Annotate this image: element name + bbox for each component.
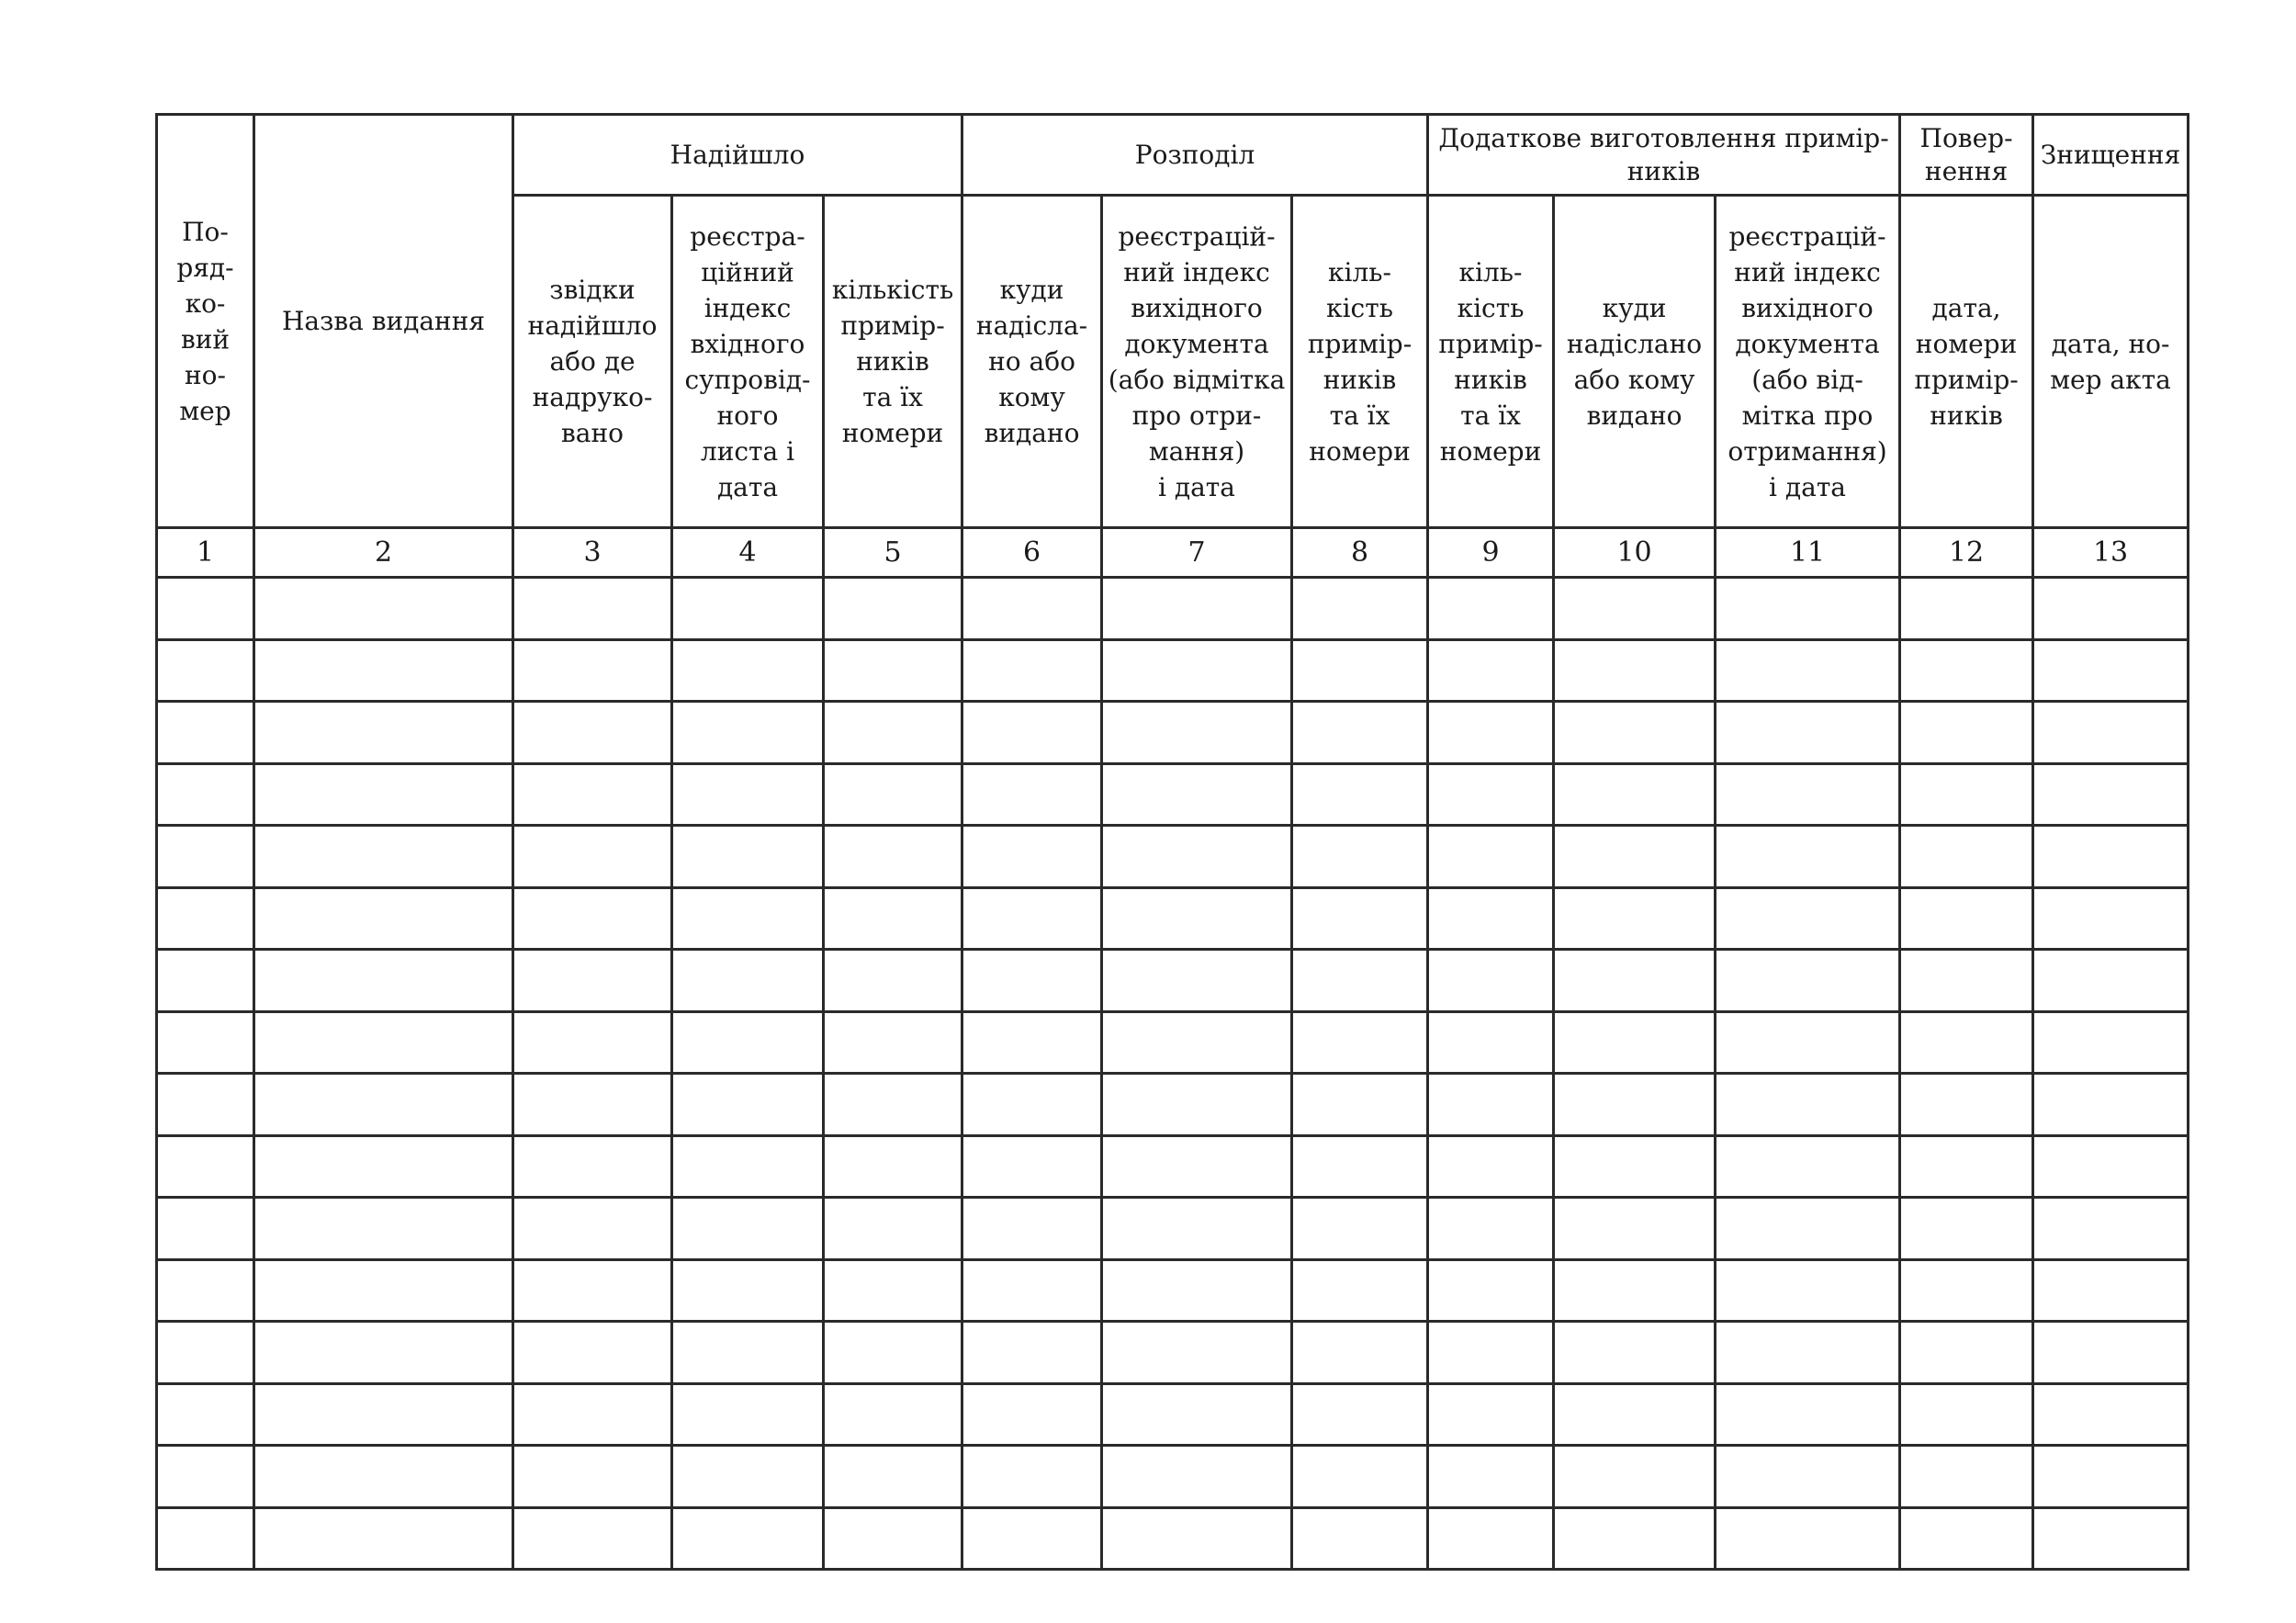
table-cell — [1716, 1507, 1900, 1570]
table-row — [157, 1074, 2189, 1136]
table-cell — [672, 1322, 824, 1384]
table-cell — [672, 1074, 824, 1136]
header-distribution: Розподіл — [962, 115, 1428, 196]
table-cell — [962, 1259, 1102, 1322]
table-cell — [157, 1135, 254, 1198]
table-cell — [1900, 887, 2033, 950]
table-cell — [513, 1259, 672, 1322]
table-cell — [1554, 1198, 1716, 1260]
table-cell — [1292, 1507, 1428, 1570]
table-cell — [1292, 578, 1428, 640]
table-cell — [824, 1322, 962, 1384]
table-cell — [962, 1507, 1102, 1570]
table-cell — [1900, 639, 2033, 702]
table-cell — [1716, 1011, 1900, 1074]
table-cell — [254, 1383, 513, 1446]
table-cell — [1716, 578, 1900, 640]
table-cell — [1102, 887, 1292, 950]
table-cell — [1900, 1135, 2033, 1198]
table-cell — [672, 1446, 824, 1508]
table-cell — [513, 1322, 672, 1384]
header-additional-copies: Додаткове виготовлення примір- ників — [1428, 115, 1900, 196]
column-number: 13 — [2033, 528, 2189, 578]
table-cell — [1554, 1507, 1716, 1570]
table-cell — [513, 887, 672, 950]
table-cell — [1554, 702, 1716, 764]
column-number: 6 — [962, 528, 1102, 578]
table-cell — [2033, 1011, 2189, 1074]
column-number: 4 — [672, 528, 824, 578]
table-cell — [513, 1446, 672, 1508]
table-cell — [1292, 639, 1428, 702]
table-cell — [1900, 826, 2033, 888]
table-cell — [157, 702, 254, 764]
table-cell — [1428, 1011, 1554, 1074]
table-cell — [672, 702, 824, 764]
header-destruction: Знищення — [2033, 115, 2189, 196]
header-return-details: дата, номери примір- ників — [1900, 196, 2033, 528]
table-cell — [254, 702, 513, 764]
table-cell — [1102, 1198, 1292, 1260]
table-cell — [824, 1507, 962, 1570]
table-cell — [962, 639, 1102, 702]
table-cell — [254, 1446, 513, 1508]
table-row — [157, 1011, 2189, 1074]
table-cell — [2033, 1198, 2189, 1260]
header-additional-where: куди надіслано або кому видано — [1554, 196, 1716, 528]
table-cell — [1292, 1135, 1428, 1198]
table-cell — [1554, 639, 1716, 702]
header-received-reg-index: реєстра- ційний індекс вхідного супровід- ного листа і дата — [672, 196, 824, 528]
table-cell — [1900, 578, 2033, 640]
table-cell — [962, 1011, 1102, 1074]
table-cell — [2033, 578, 2189, 640]
table-cell — [1716, 1198, 1900, 1260]
header-return: Повер- нення — [1900, 115, 2033, 196]
table-cell — [254, 639, 513, 702]
table-cell — [1900, 1507, 2033, 1570]
header-additional-reg-index: реєстрацій- ний індекс вихідного документа (або від- мітка про отримання) і дата — [1716, 196, 1900, 528]
table-cell — [513, 763, 672, 826]
table-cell — [962, 1446, 1102, 1508]
table-row — [157, 1198, 2189, 1260]
table-cell — [672, 1507, 824, 1570]
table-row — [157, 639, 2189, 702]
table-cell — [824, 826, 962, 888]
table-cell — [824, 1198, 962, 1260]
table-cell — [254, 1259, 513, 1322]
table-cell — [254, 950, 513, 1012]
table-cell — [1900, 950, 2033, 1012]
table-cell — [157, 578, 254, 640]
table-cell — [1102, 1507, 1292, 1570]
table-cell — [962, 1135, 1102, 1198]
table-cell — [962, 1383, 1102, 1446]
table-cell — [672, 578, 824, 640]
table-row — [157, 1135, 2189, 1198]
table-cell — [254, 763, 513, 826]
table-cell — [1292, 950, 1428, 1012]
table-cell — [1428, 887, 1554, 950]
table-cell — [1102, 1259, 1292, 1322]
table-cell — [1428, 639, 1554, 702]
table-cell — [1554, 1259, 1716, 1322]
table-cell — [254, 1198, 513, 1260]
table-cell — [824, 887, 962, 950]
table-cell — [157, 1446, 254, 1508]
table-cell — [824, 1074, 962, 1136]
table-cell — [1554, 1135, 1716, 1198]
header-destruction-details: дата, но- мер акта — [2033, 196, 2189, 528]
table-cell — [1716, 763, 1900, 826]
table-cell — [1428, 1507, 1554, 1570]
table-cell — [157, 763, 254, 826]
table-cell — [962, 578, 1102, 640]
table-cell — [254, 578, 513, 640]
table-cell — [157, 1074, 254, 1136]
table-cell — [1102, 1135, 1292, 1198]
table-cell — [157, 887, 254, 950]
table-cell — [1102, 1322, 1292, 1384]
table-cell — [2033, 763, 2189, 826]
table-cell — [157, 1507, 254, 1570]
header-received: Надійшло — [513, 115, 962, 196]
table-cell — [513, 1074, 672, 1136]
table-cell — [824, 578, 962, 640]
table-cell — [157, 1322, 254, 1384]
table-cell — [1428, 763, 1554, 826]
table-cell — [1900, 1074, 2033, 1136]
table-cell — [1428, 1074, 1554, 1136]
table-row — [157, 763, 2189, 826]
table-cell — [1292, 1383, 1428, 1446]
table-cell — [254, 1135, 513, 1198]
table-cell — [962, 826, 1102, 888]
table-cell — [1102, 702, 1292, 764]
table-cell — [2033, 1322, 2189, 1384]
table-cell — [962, 1074, 1102, 1136]
table-cell — [824, 702, 962, 764]
table-cell — [2033, 1383, 2189, 1446]
table-cell — [1102, 1011, 1292, 1074]
table-cell — [1102, 763, 1292, 826]
table-cell — [513, 702, 672, 764]
table-row — [157, 887, 2189, 950]
table-cell — [1428, 578, 1554, 640]
table-cell — [1716, 826, 1900, 888]
table-cell — [962, 702, 1102, 764]
table-cell — [157, 1011, 254, 1074]
table-cell — [824, 950, 962, 1012]
column-number: 1 — [157, 528, 254, 578]
table-cell — [1716, 1135, 1900, 1198]
table-cell — [672, 1259, 824, 1322]
table-cell — [2033, 950, 2189, 1012]
table-cell — [513, 826, 672, 888]
header-distribution-reg-index: реєстрацій- ний індекс вихідного документа (або відмітка про отри- мання) і дата — [1102, 196, 1292, 528]
table-cell — [1102, 578, 1292, 640]
table-cell — [1428, 1322, 1554, 1384]
table-row — [157, 1322, 2189, 1384]
header-received-copies: кількість примір- ників та їх номери — [824, 196, 962, 528]
table-row — [157, 1383, 2189, 1446]
table-cell — [1554, 1011, 1716, 1074]
table-cell — [1554, 1322, 1716, 1384]
table-cell — [1900, 1259, 2033, 1322]
column-number: 11 — [1716, 528, 1900, 578]
table-cell — [824, 763, 962, 826]
table-cell — [1428, 1198, 1554, 1260]
table-cell — [513, 1507, 672, 1570]
table-cell — [672, 1198, 824, 1260]
table-cell — [1292, 1198, 1428, 1260]
table-cell — [1102, 1446, 1292, 1508]
table-cell — [672, 887, 824, 950]
table-cell — [1102, 1074, 1292, 1136]
table-cell — [1900, 1383, 2033, 1446]
table-cell — [1716, 1446, 1900, 1508]
table-cell — [1554, 950, 1716, 1012]
table-cell — [2033, 1446, 2189, 1508]
table-cell — [824, 1446, 962, 1508]
table-cell — [2033, 702, 2189, 764]
register-table — [155, 113, 2189, 1571]
table-cell — [1900, 702, 2033, 764]
table-cell — [824, 639, 962, 702]
column-number: 12 — [1900, 528, 2033, 578]
table-cell — [157, 826, 254, 888]
table-cell — [1292, 1011, 1428, 1074]
table-cell — [254, 1322, 513, 1384]
table-cell — [2033, 1135, 2189, 1198]
table-cell — [1428, 702, 1554, 764]
table-cell — [1292, 1446, 1428, 1508]
table-cell — [1428, 826, 1554, 888]
table-cell — [1102, 639, 1292, 702]
table-cell — [1102, 950, 1292, 1012]
table-cell — [1554, 1383, 1716, 1446]
table-cell — [513, 1011, 672, 1074]
table-cell — [1292, 763, 1428, 826]
table-cell — [1428, 1135, 1554, 1198]
column-number-row — [157, 528, 2189, 578]
table-cell — [962, 887, 1102, 950]
table-cell — [513, 639, 672, 702]
table-cell — [2033, 1074, 2189, 1136]
table-cell — [1292, 826, 1428, 888]
register-body — [157, 578, 2189, 1570]
table-cell — [254, 1074, 513, 1136]
table-cell — [2033, 826, 2189, 888]
table-cell — [157, 1383, 254, 1446]
table-cell — [1292, 1259, 1428, 1322]
table-cell — [672, 1011, 824, 1074]
table-cell — [824, 1011, 962, 1074]
table-cell — [824, 1135, 962, 1198]
header-received-from: звідки надійшло або де надруко- вано — [513, 196, 672, 528]
table-cell — [1900, 1322, 2033, 1384]
table-row — [157, 702, 2189, 764]
table-cell — [1428, 1383, 1554, 1446]
table-cell — [1292, 1322, 1428, 1384]
table-cell — [513, 1198, 672, 1260]
table-cell — [254, 887, 513, 950]
table-cell — [672, 763, 824, 826]
table-cell — [1428, 950, 1554, 1012]
column-number: 10 — [1554, 528, 1716, 578]
table-cell — [1716, 1074, 1900, 1136]
table-cell — [254, 1011, 513, 1074]
table-row — [157, 1259, 2189, 1322]
table-cell — [513, 578, 672, 640]
header-row-groups — [157, 115, 2189, 196]
table-cell — [962, 1322, 1102, 1384]
header-additional-count: кіль- кість примір- ників та їх номери — [1428, 196, 1554, 528]
table-cell — [1554, 826, 1716, 888]
column-number: 5 — [824, 528, 962, 578]
table-row — [157, 1507, 2189, 1570]
header-order-number: По- ряд- ко- вий но- мер — [157, 115, 254, 528]
table-cell — [1716, 1322, 1900, 1384]
table-cell — [1102, 826, 1292, 888]
table-cell — [962, 763, 1102, 826]
column-number: 7 — [1102, 528, 1292, 578]
column-number: 8 — [1292, 528, 1428, 578]
table-cell — [254, 1507, 513, 1570]
table-cell — [1716, 639, 1900, 702]
header-distribution-where: куди надісла- но або кому видано — [962, 196, 1102, 528]
table-cell — [672, 826, 824, 888]
table-cell — [1716, 1383, 1900, 1446]
table-cell — [1292, 1074, 1428, 1136]
table-cell — [1292, 702, 1428, 764]
table-cell — [513, 1383, 672, 1446]
column-number: 9 — [1428, 528, 1554, 578]
header-edition-name: Назва видання — [254, 115, 513, 528]
column-number: 2 — [254, 528, 513, 578]
table-cell — [962, 950, 1102, 1012]
table-cell — [1428, 1446, 1554, 1508]
table-cell — [1554, 1074, 1716, 1136]
table-cell — [157, 639, 254, 702]
header-distribution-copies: кіль- кість примір- ників та їх номери — [1292, 196, 1428, 528]
table-cell — [2033, 639, 2189, 702]
table-cell — [672, 1383, 824, 1446]
table-cell — [157, 1198, 254, 1260]
table-cell — [513, 950, 672, 1012]
table-cell — [672, 950, 824, 1012]
table-cell — [1554, 763, 1716, 826]
table-cell — [513, 1135, 672, 1198]
table-cell — [157, 1259, 254, 1322]
table-cell — [157, 950, 254, 1012]
table-row — [157, 1446, 2189, 1508]
table-cell — [824, 1383, 962, 1446]
table-cell — [1554, 578, 1716, 640]
table-row — [157, 826, 2189, 888]
table-row — [157, 578, 2189, 640]
table-cell — [254, 826, 513, 888]
table-cell — [1900, 763, 2033, 826]
table-cell — [1716, 1259, 1900, 1322]
table-cell — [1716, 950, 1900, 1012]
table-cell — [1554, 1446, 1716, 1508]
table-cell — [672, 639, 824, 702]
table-cell — [1900, 1011, 2033, 1074]
table-cell — [1900, 1198, 2033, 1260]
table-cell — [1292, 887, 1428, 950]
table-cell — [1716, 702, 1900, 764]
table-cell — [824, 1259, 962, 1322]
table-cell — [2033, 887, 2189, 950]
table-cell — [1428, 1259, 1554, 1322]
table-cell — [1102, 1383, 1292, 1446]
column-number: 3 — [513, 528, 672, 578]
table-cell — [1716, 887, 1900, 950]
table-cell — [1554, 887, 1716, 950]
table-cell — [672, 1135, 824, 1198]
table-cell — [1900, 1446, 2033, 1508]
table-cell — [962, 1198, 1102, 1260]
table-cell — [2033, 1259, 2189, 1322]
table-cell — [2033, 1507, 2189, 1570]
table-row — [157, 950, 2189, 1012]
